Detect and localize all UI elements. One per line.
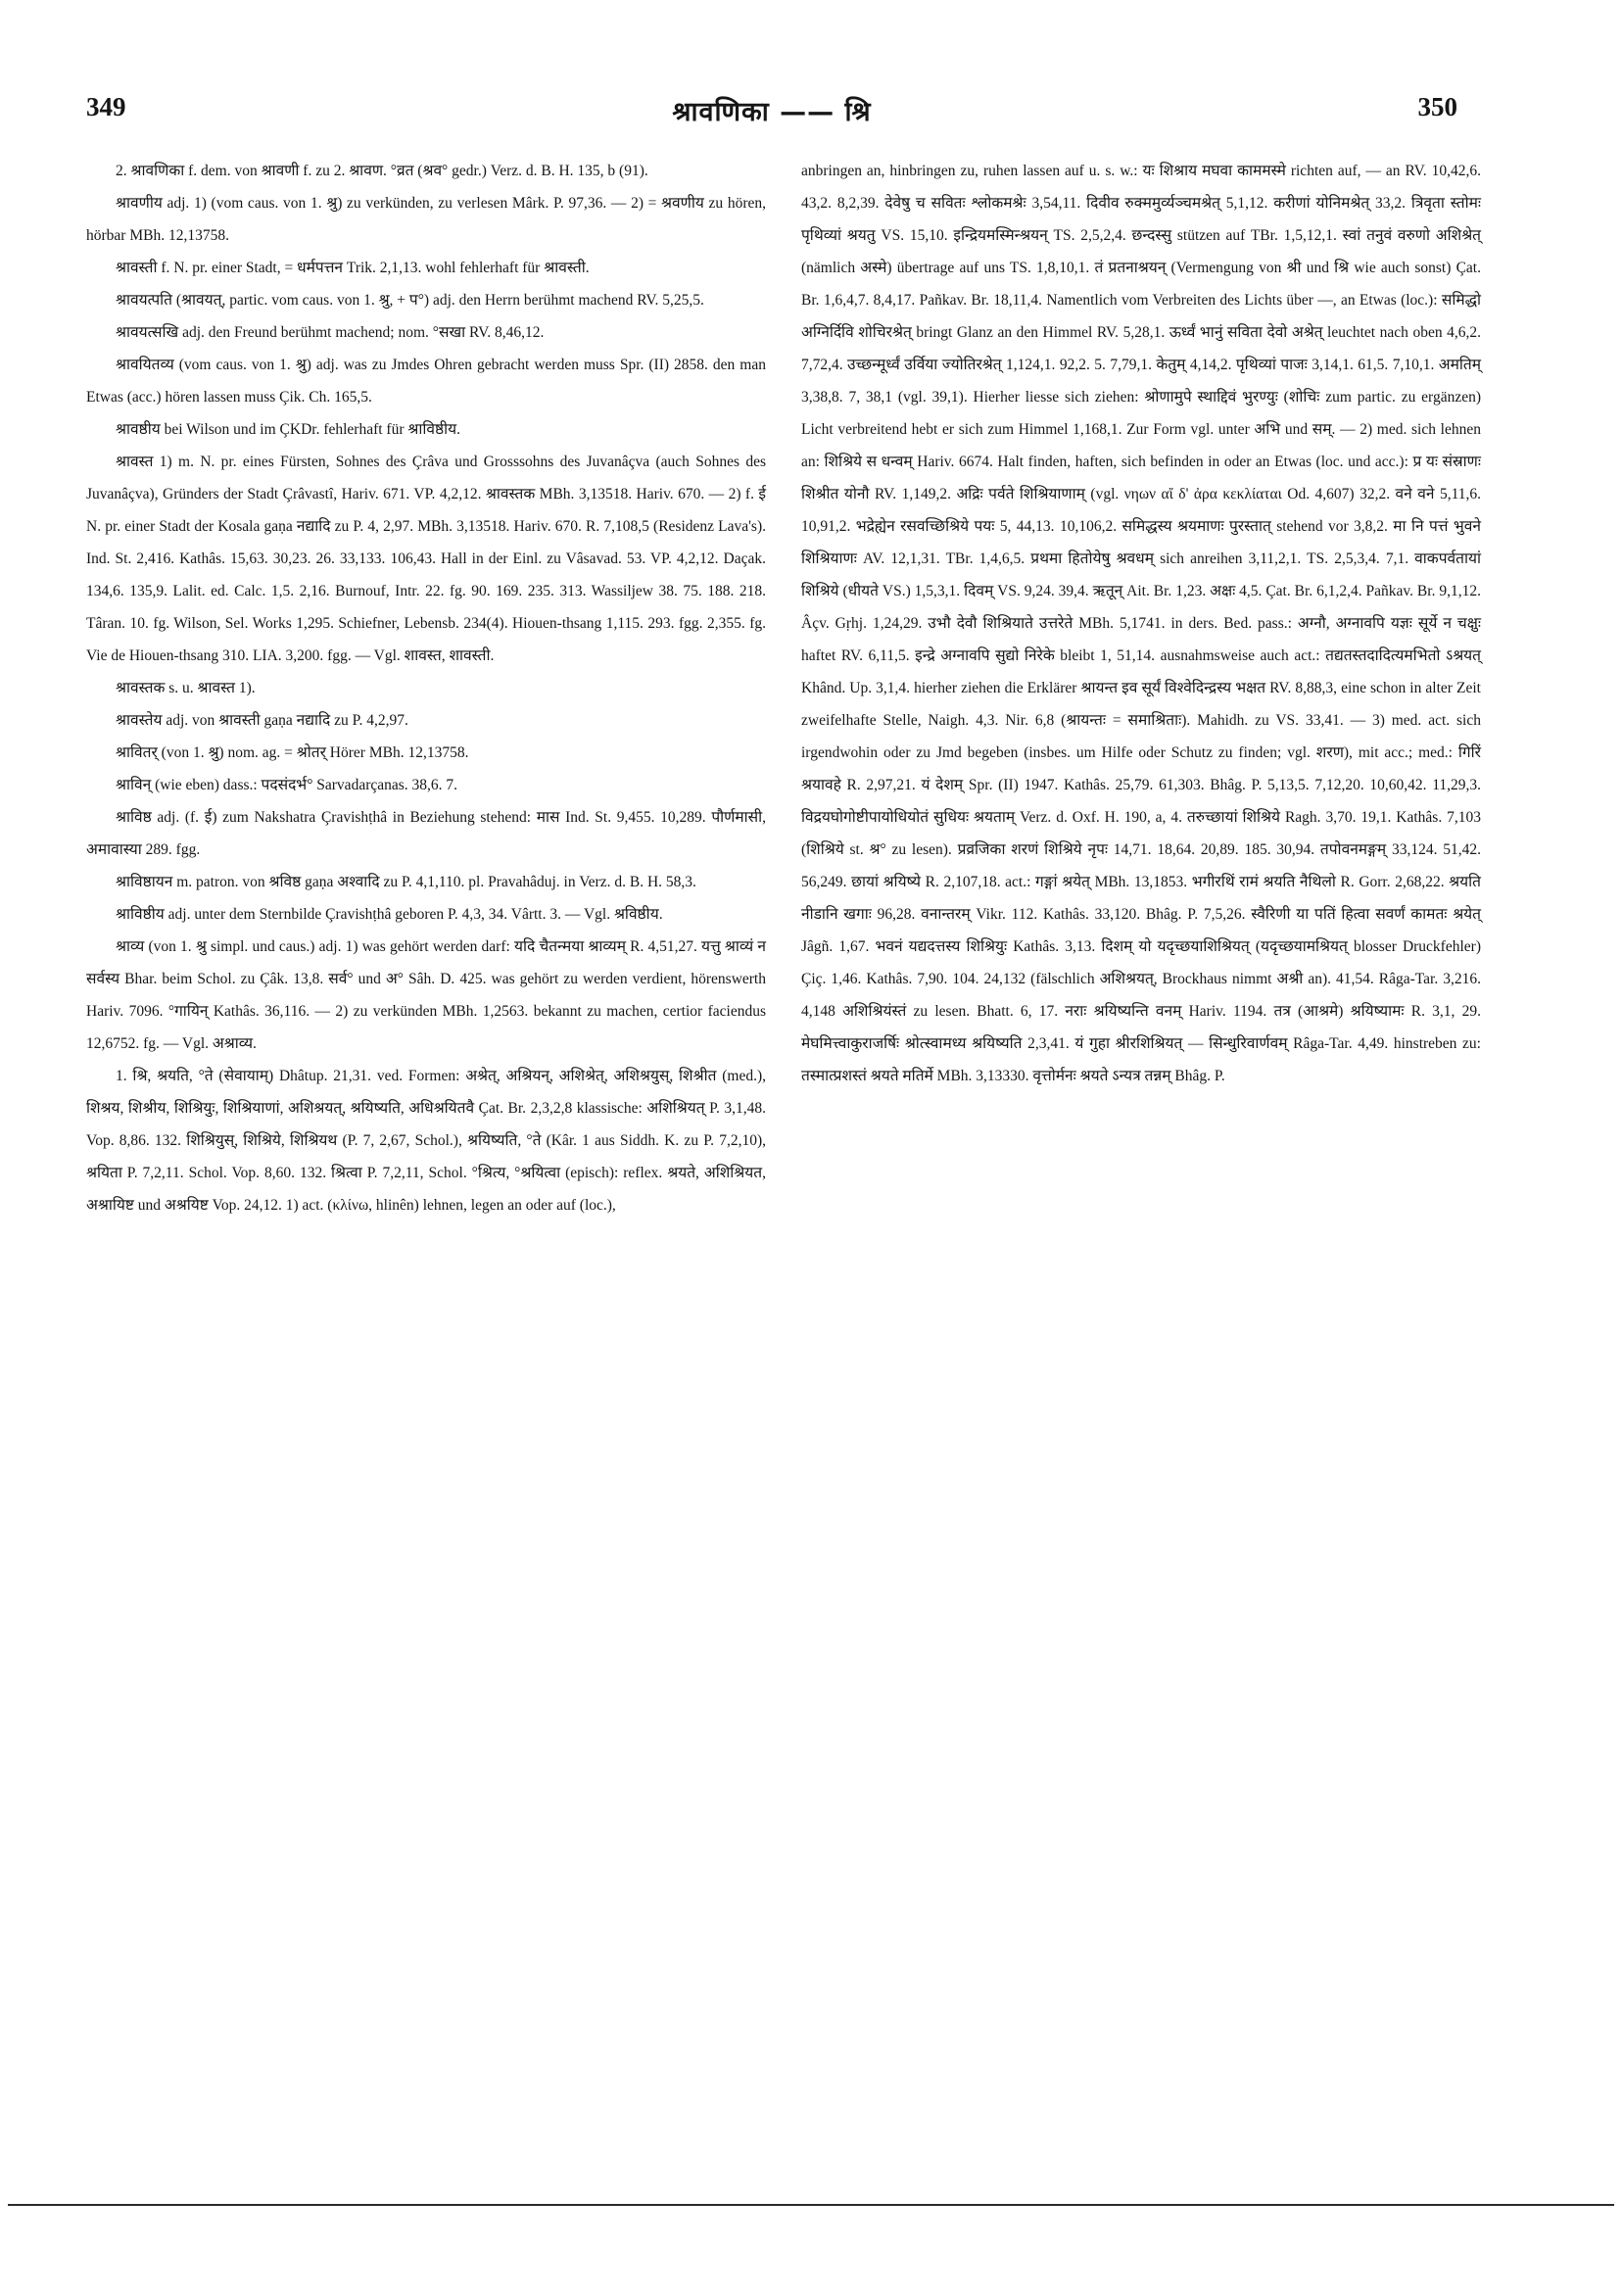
dictionary-entry: श्रावितर् (von 1. श्रु) nom. ag. = श्रोतर् Hörer MBh. 12,13758. xyxy=(116,744,469,761)
dictionary-entry: श्रावस्त 1) m. N. pr. eines Fürsten, Sohnes des Çrâva und Grosssohns des Juvanâçva (auch Sohnes des Juvanâçva), Gründers der Stadt Çrâvastî, Hariv. 671. VP. 4,2,12. श्रावस्तक MBh. 3,13518. Hariv. 670. — 2) f. ई N. pr. einer Stadt der Kosala gaṇa नद्यादि zu P. 4, 2,97. MBh. 3,13518. Hariv. 670. R. 7,108,5 (Residenz Lava's). Ind. St. 2,416. Kathâs. 15,63. 30,23. 26. 33,133. 106,43. Hall in der Einl. zu Vâsavad. 53. VP. 4,2,12. Daçak. 134,6. 135,9. Lalit. ed. Calc. 1,5. 2,16. Burnouf, Intr. 22. fg. 90. 169. 235. 313. Wassiljew 38. 75. 188. 218. Târan. 10. fg. Wilson, Sel. Works 1,295. Schiefner, Lebensb. 234(4). Hiouen-thsang 1,115. 293. fgg. 2,355. fg. Vie de Hiouen-thsang 310. LIA. 3,200. fgg. — Vgl. शावस्त, शावस्ती. xyxy=(86,454,766,664)
dictionary-entry: श्रावस्तेय adj. von श्रावस्ती gaṇa नद्यादि zu P. 4,2,97. xyxy=(116,712,408,729)
footer-rule xyxy=(8,2204,1614,2206)
dictionary-entry: श्रावयत्पति (श्रावयत्, partic. vom caus. von 1. श्रु, + प°) adj. den Herrn berühmt machend RV. 5,25,5. xyxy=(116,292,704,309)
dictionary-entry: 2. श्रावणिका f. dem. von श्रावणी f. zu 2. श्रावण. °व्रत (श्रव° gedr.) Verz. d. B. H. 135, b (91). xyxy=(116,163,648,179)
dictionary-entry: श्राविष्ठ adj. (f. ई) zum Nakshatra Çravishṭhâ in Beziehung stehend: मास Ind. St. 9,455. 10,289. पौर्णमासी, अमावास्या 289. fgg. xyxy=(86,809,766,858)
dictionary-entry: श्राविष्ठायन m. patron. von श्रविष्ठ gaṇa अश्वादि zu P. 4,1,110. pl. Pravahâduj. in Verz. d. B. H. 58,3. xyxy=(116,874,696,890)
dictionary-entry: श्राव्य (von 1. श्रु simpl. und caus.) adj. 1) was gehört werden darf: यदि चैतन्मया श्राव्यम् R. 4,51,27. यत्तु श्राव्यं न सर्वस्य Bhar. beim Schol. zu Çâk. 13,8. सर्व° und अ° Sâh. D. 425. was gehört zu werden verdient, hörenswerth Hariv. 7096. °गायिन् Kathâs. 36,116. — 2) zu verkünden MBh. 1,2563. bekannt zu machen, certior faciendus 12,6752. fg. — Vgl. अश्राव्य. xyxy=(86,938,766,1052)
dictionary-entry: श्रावस्ती f. N. pr. einer Stadt, = धर्मपत्तन Trik. 2,1,13. wohl fehlerhaft für श्रावस्ती. xyxy=(116,260,590,276)
page-header xyxy=(86,92,1457,131)
dictionary-entry: श्राविष्ठीय adj. unter dem Sternbilde Çravishṭhâ geboren P. 4,3, 34. Vârtt. 3. — Vgl. श्रविष्ठीय. xyxy=(116,906,663,923)
dictionary-entry: श्रावस्तक s. u. श्रावस्त 1). xyxy=(116,680,256,696)
dictionary-entry: श्रावयितव्य (vom caus. von 1. श्रु) adj. was zu Jmdes Ohren gebracht werden muss Spr. (II) 2858. den man Etwas (acc.) hören lassen muss Çik. Ch. 165,5. xyxy=(86,357,766,406)
left-column xyxy=(86,155,766,1221)
running-head: श्रावणिका —— श्रि xyxy=(672,97,872,127)
page-number-left: 349 xyxy=(86,92,126,121)
page-number-right: 350 xyxy=(1417,92,1457,121)
dictionary-entry: anbringen an, hinbringen zu, ruhen lassen auf u. s. w.: यः शिश्राय मघवा काममस्मे richten auf, — an RV. 10,42,6. 43,2. 8,2,39. देवेषु च सवितः श्लोकमश्रेः 3,54,11. दिवीव रुक्ममुर्व्यञ्चमश्रेत् 5,1,12. करीणां योनिमश्रेत् 33,2. त्रिवृता स्तोमः पृथिव्यां श्रयतु VS. 15,10. इन्द्रियमस्मिन्श्रयन् TS. 2,5,2,4. छन्दस्सु stützen auf TBr. 1,5,12,1. स्वां तनुवं वरुणो अशिश्रेत् (nämlich अस्मे) übertrage auf uns TS. 1,8,10,1. तं प्रतनाश्रयन् (Vermengung von श्री und श्रि wie auch sonst) Çat. Br. 1,6,4,7. 8,4,17. Pañkav. Br. 18,11,4. Namentlich vom Verbreiten des Lichts über —, an Etwas (loc.): समिद्धो अग्निर्दिवि शोचिरश्रेत् bringt Glanz an den Himmel RV. 5,28,1. ऊर्ध्वं भानुं सविता देवो अश्रेत् leuchtet nach oben 4,6,2. 7,72,4. उच्छन्मूर्ध्वं उर्विया ज्योतिरश्रेत् 1,124,1. 92,2. 5. 7,79,1. केतुम् 4,14,2. पृथिव्यां पाजः 3,14,1. 61,5. 7,10,1. अमतिम् 3,38,8. 7, 38,1 (vgl. 39,1). Hierher liesse sich ziehen: श्रोणामुपे स्थाद्दिवं भुरण्युः (शोचिः zum partic. zu ergänzen) Licht verbreitend hebt er sich zum Himmel 1,168,1. Zur Form vgl. unter अभि und सम्. — 2) med. sich lehnen an: शिश्रिये स धन्वम् Hariv. 6674. Halt finden, haften, sich befinden in oder an Etwas (loc. und acc.): प्र यः संस्राणः शिश्रीत योनौ RV. 1,149,2. अद्रिः पर्वते शिश्रियाणाम् (vgl. νηων αἴ δ' ἀρα κεκλίαται Od. 4,607) 32,2. वने वने 5,11,6. 10,91,2. भद्रेह्येन रसवच्छिश्रिये पयः 5, 44,13. 10,106,2. समिद्धस्य श्रयमाणः पुरस्तात् stehend vor 3,8,2. मा नि पत्तं भुवने शिश्रियाणः AV. 12,1,31. TBr. 1,4,6,5. प्रथमा हितोयेषु श्रवधम् sich anreihen 3,11,2,1. TS. 2,5,3,4. 7,1. वाकपर्वतायां शिश्रिये (धीयते VS.) 1,5,3,1. दिवम् VS. 9,24. 39,4. ऋतून् Ait. Br. 1,23. अक्षः 4,5. Çat. Br. 6,1,2,4. Pañkav. Br. 9,1,12. Âçv. Gṛhj. 1,24,29. उभौ देवौ शिश्रियाते उत्तरेते MBh. 5,1741. in ders. Bed. pass.: अग्नौ, अग्नावपि यज्ञः सूर्ये न चक्षुः haftet RV. 6,11,5. इन्द्रे अग्नावपि सुद्यो निरेके bleibt 1, 51,14. ausnahmsweise auch act.: तद्यतस्तदादित्यमभितो ऽश्रयत् Khând. Up. 3,1,4. hierher ziehen die Erklärer श्रायन्त इव सूर्यं विश्वेदिन्द्रस्य भक्षत RV. 8,88,3, eine schon in alter Zeit zweifelhafte Stelle, Naigh. 4,3. Nir. 6,8 (श्रायन्तः = समाश्रिताः). Mahidh. zu VS. 33,41. — 3) med. act. sich irgendwohin oder zu Jmd begeben (insbes. um Hilfe oder Schutz zu finden; vgl. शरण), mit acc.; med.: गिरिं श्रयावहे R. 2,97,21. यं देशम् Spr. (II) 1947. Kathâs. 25,79. 61,303. Bhâg. P. 5,13,5. 7,12,20. 10,60,42. 11,29,3. विद्रयघोगोष्टीपायोधियोतं सुधियः श्रयताम् Verz. d. Oxf. H. 190, a, 4. तरुच्छायां शिश्रिये Ragh. 3,70. 19,1. Kathâs. 7,103 (शिश्रिये st. श्र° zu lesen). प्रव्रजिका शरणं शिश्रिये नृपः 14,71. 18,64. 20,89. 185. 30,94. तपोवनमङ्गम् 33,124. 51,42. 56,249. छायां श्रयिष्ये R. 2,107,18. act.: गङ्गां श्रयेत् MBh. 13,1853. भगीरथिं रामं श्रयति नैथिलो R. Gorr. 2,68,22. श्रयति नीडानि खगाः 96,28. वनान्तरम् Vikr. 112. Kathâs. 33,120. Bhâg. P. 7,5,26. स्वैरिणी या पतिं हित्वा सवर्णं कामतः श्रयेत् Jâgñ. 1,67. भवनं यद्यदत्तस्य शिश्रियुः Kathâs. 3,13. दिशम् यो यदृच्छयाशिश्रियत् (यदृच्छयामश्रियत् blosser Druckfehler) Çiç. 1,46. Kathâs. 7,90. 104. 24,132 (fälschlich अशिश्रयत्, Brockhaus nimmt अश्री an). 41,54. Râga-Tar. 3,216. 4,148 अशिश्रियंस्तं zu lesen. Bhatt. 6, 17. नराः श्रयिष्यन्ति वनम् Hariv. 1194. तत्र (आश्रमे) श्रयिष्यामः R. 3,1, 29. मेघमित्त्वाकुराजर्षिः श्रोत्स्वामध्य श्रयिष्यति 2,3,41. यं गुहा श्रीरशिश्रियत् — सिन्धुरिवार्णवम् Râga-Tar. 4,49. hinstreben zu: तस्मात्प्रशस्तं श्रयते मतिर्मे MBh. 3,13330. वृत्तोर्मनः श्रयते ऽन्यत्र तन्नम् Bhâg. P. xyxy=(801,163,1481,1084)
dictionary-entry: श्राविन् (wie eben) dass.: पदसंदर्भ° Sarvadarçanas. 38,6. 7. xyxy=(116,777,458,793)
right-column xyxy=(801,155,1481,1092)
dictionary-entry: श्रावष्ठीय bei Wilson und im ÇKDr. fehlerhaft für श्राविष्ठीय. xyxy=(116,421,461,438)
dictionary-entry: 1. श्रि, श्रयति, °ते (सेवायाम्) Dhâtup. 21,31. ved. Formen: अश्रेत्, अश्रियन्, अशिश्रेत्, अशिश्रयुस्, शिश्रीत (med.), शिश्रय, शिश्रीय, शिश्रियुः, शिश्रियाणां, अशिश्रयत्, श्रयिष्यति, अधिश्रयितवै Çat. Br. 2,3,2,8 klassische: अशिश्रियत् P. 3,1,48. Vop. 8,86. 132. शिश्रियुस्, शिश्रिये, शिश्रियथ (P. 7, 2,67, Schol.), श्रयिष्यति, °ते (Kâr. 1 aus Siddh. K. zu P. 7,2,10), श्रयिता P. 7,2,11. Schol. Vop. 8,60. 132. श्रित्वा P. 7,2,11, Schol. °श्रित्य, °श्रयित्वा (episch): reflex. श्रयते, अशिश्रियत, अश्रायिष्ट und अश्रयिष्ट Vop. 24,12. 1) act. (κλίνω, hlinên) lehnen, legen an oder auf (loc.), xyxy=(86,1068,766,1214)
dictionary-entry: श्रावयत्सखि adj. den Freund berühmt machend; nom. °सखा RV. 8,46,12. xyxy=(116,324,545,341)
dictionary-entry: श्रावणीय adj. 1) (vom caus. von 1. श्रु) zu verkünden, zu verlesen Mârk. P. 97,36. — 2) = श्रवणीय zu hören, hörbar MBh. 12,13758. xyxy=(86,195,766,244)
